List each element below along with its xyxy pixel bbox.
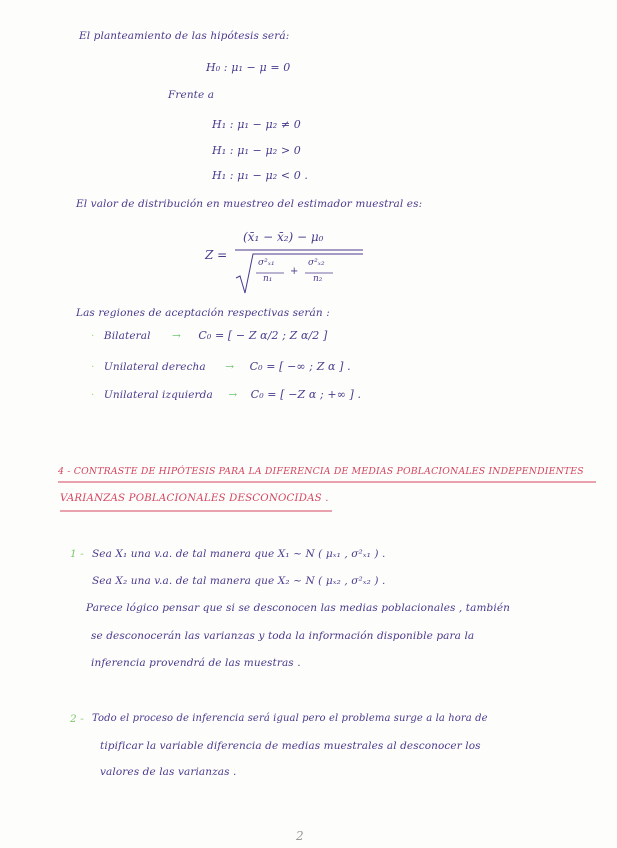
frente-a-text: Frente a — [168, 89, 215, 101]
region-right — [91, 360, 351, 373]
item1-line4: se desconocerán las varianzas y toda la información disponible para la — [91, 630, 475, 642]
underline-2 — [60, 510, 335, 513]
region-label: Bilateral — [103, 330, 151, 342]
radical-sign — [235, 248, 365, 298]
formula-lhs: Z = — [205, 248, 228, 262]
n1: n₁ — [263, 274, 273, 284]
arrow-right-icon: → — [172, 330, 181, 342]
section-heading-line1: 4 - CONTRASTE DE HIPÓTESIS PARA LA DIFERENCIA DE MEDIAS POBLACIONALES INDEPENDIENTES — [58, 466, 584, 477]
arrow-right-icon: → — [228, 389, 238, 401]
n2: n₂ — [313, 274, 323, 284]
page-number: 2 — [296, 829, 304, 843]
item1-line5: inferencia provendrá de las muestras . — [91, 657, 301, 669]
region-value: C₀ = [ − Z α/2 ; Z α/2 ] — [198, 329, 328, 342]
plus: + — [290, 266, 299, 277]
item2-line2: tipificar la variable diferencia de medias muestrales al desconocer los — [100, 740, 481, 752]
var2: σ²ₓ₂ — [308, 258, 325, 268]
item2-number: 2 - — [70, 713, 84, 725]
formula-numerator: (x̄₁ − x̄₂) − μ₀ — [243, 230, 324, 244]
alt-hypothesis-right: H₁ : μ₁ − μ₂ > 0 — [212, 144, 301, 157]
item1-line1: Sea X₁ una v.a. de tal manera que X₁ ~ N ( μₓ₁ , σ²ₓ₁ ) . — [92, 548, 386, 560]
arrow-right-icon: → — [225, 361, 235, 373]
region-value: C₀ = [ −Z α ; +∞ ] . — [250, 388, 362, 401]
region-bilateral — [91, 329, 327, 342]
alt-hypothesis-left: H₁ : μ₁ − μ₂ < 0 . — [212, 169, 309, 182]
bullet-icon: · — [91, 389, 95, 401]
bullet-icon: · — [91, 361, 95, 373]
item2-line3: valores de las varianzas . — [100, 766, 237, 778]
item2-line1: Todo el proceso de inferencia será igual pero el problema surge a la hora de — [92, 713, 488, 724]
region-label: Unilateral izquierda — [103, 389, 213, 401]
region-left — [91, 388, 361, 401]
item1-number: 1 - — [70, 548, 84, 560]
underline-1 — [58, 481, 598, 484]
z-formula — [205, 228, 365, 290]
region-value: C₀ = [ −∞ ; Z α ] . — [249, 360, 351, 373]
bullet-icon: · — [91, 330, 95, 342]
item1-line2: Sea X₂ una v.a. de tal manera que X₂ ~ N ( μₓ₂ , σ²ₓ₂ ) . — [92, 575, 386, 587]
alt-hypothesis-bilateral: H₁ : μ₁ − μ₂ ≠ 0 — [212, 118, 301, 131]
region-label: Unilateral derecha — [103, 361, 206, 373]
item1-line3: Parece lógico pensar que si se desconocen las medias poblacionales , también — [86, 602, 510, 614]
var1: σ²ₓ₁ — [258, 258, 275, 268]
intro-text: El planteamiento de las hipótesis será: — [79, 30, 290, 42]
distribution-text: El valor de distribución en muestreo del estimador muestral es: — [76, 198, 423, 210]
section-heading-line2: VARIANZAS POBLACIONALES DESCONOCIDAS . — [60, 493, 329, 504]
regions-text: Las regiones de aceptación respectivas serán : — [76, 307, 330, 319]
null-hypothesis: H₀ : μ₁ − μ = 0 — [206, 61, 291, 74]
